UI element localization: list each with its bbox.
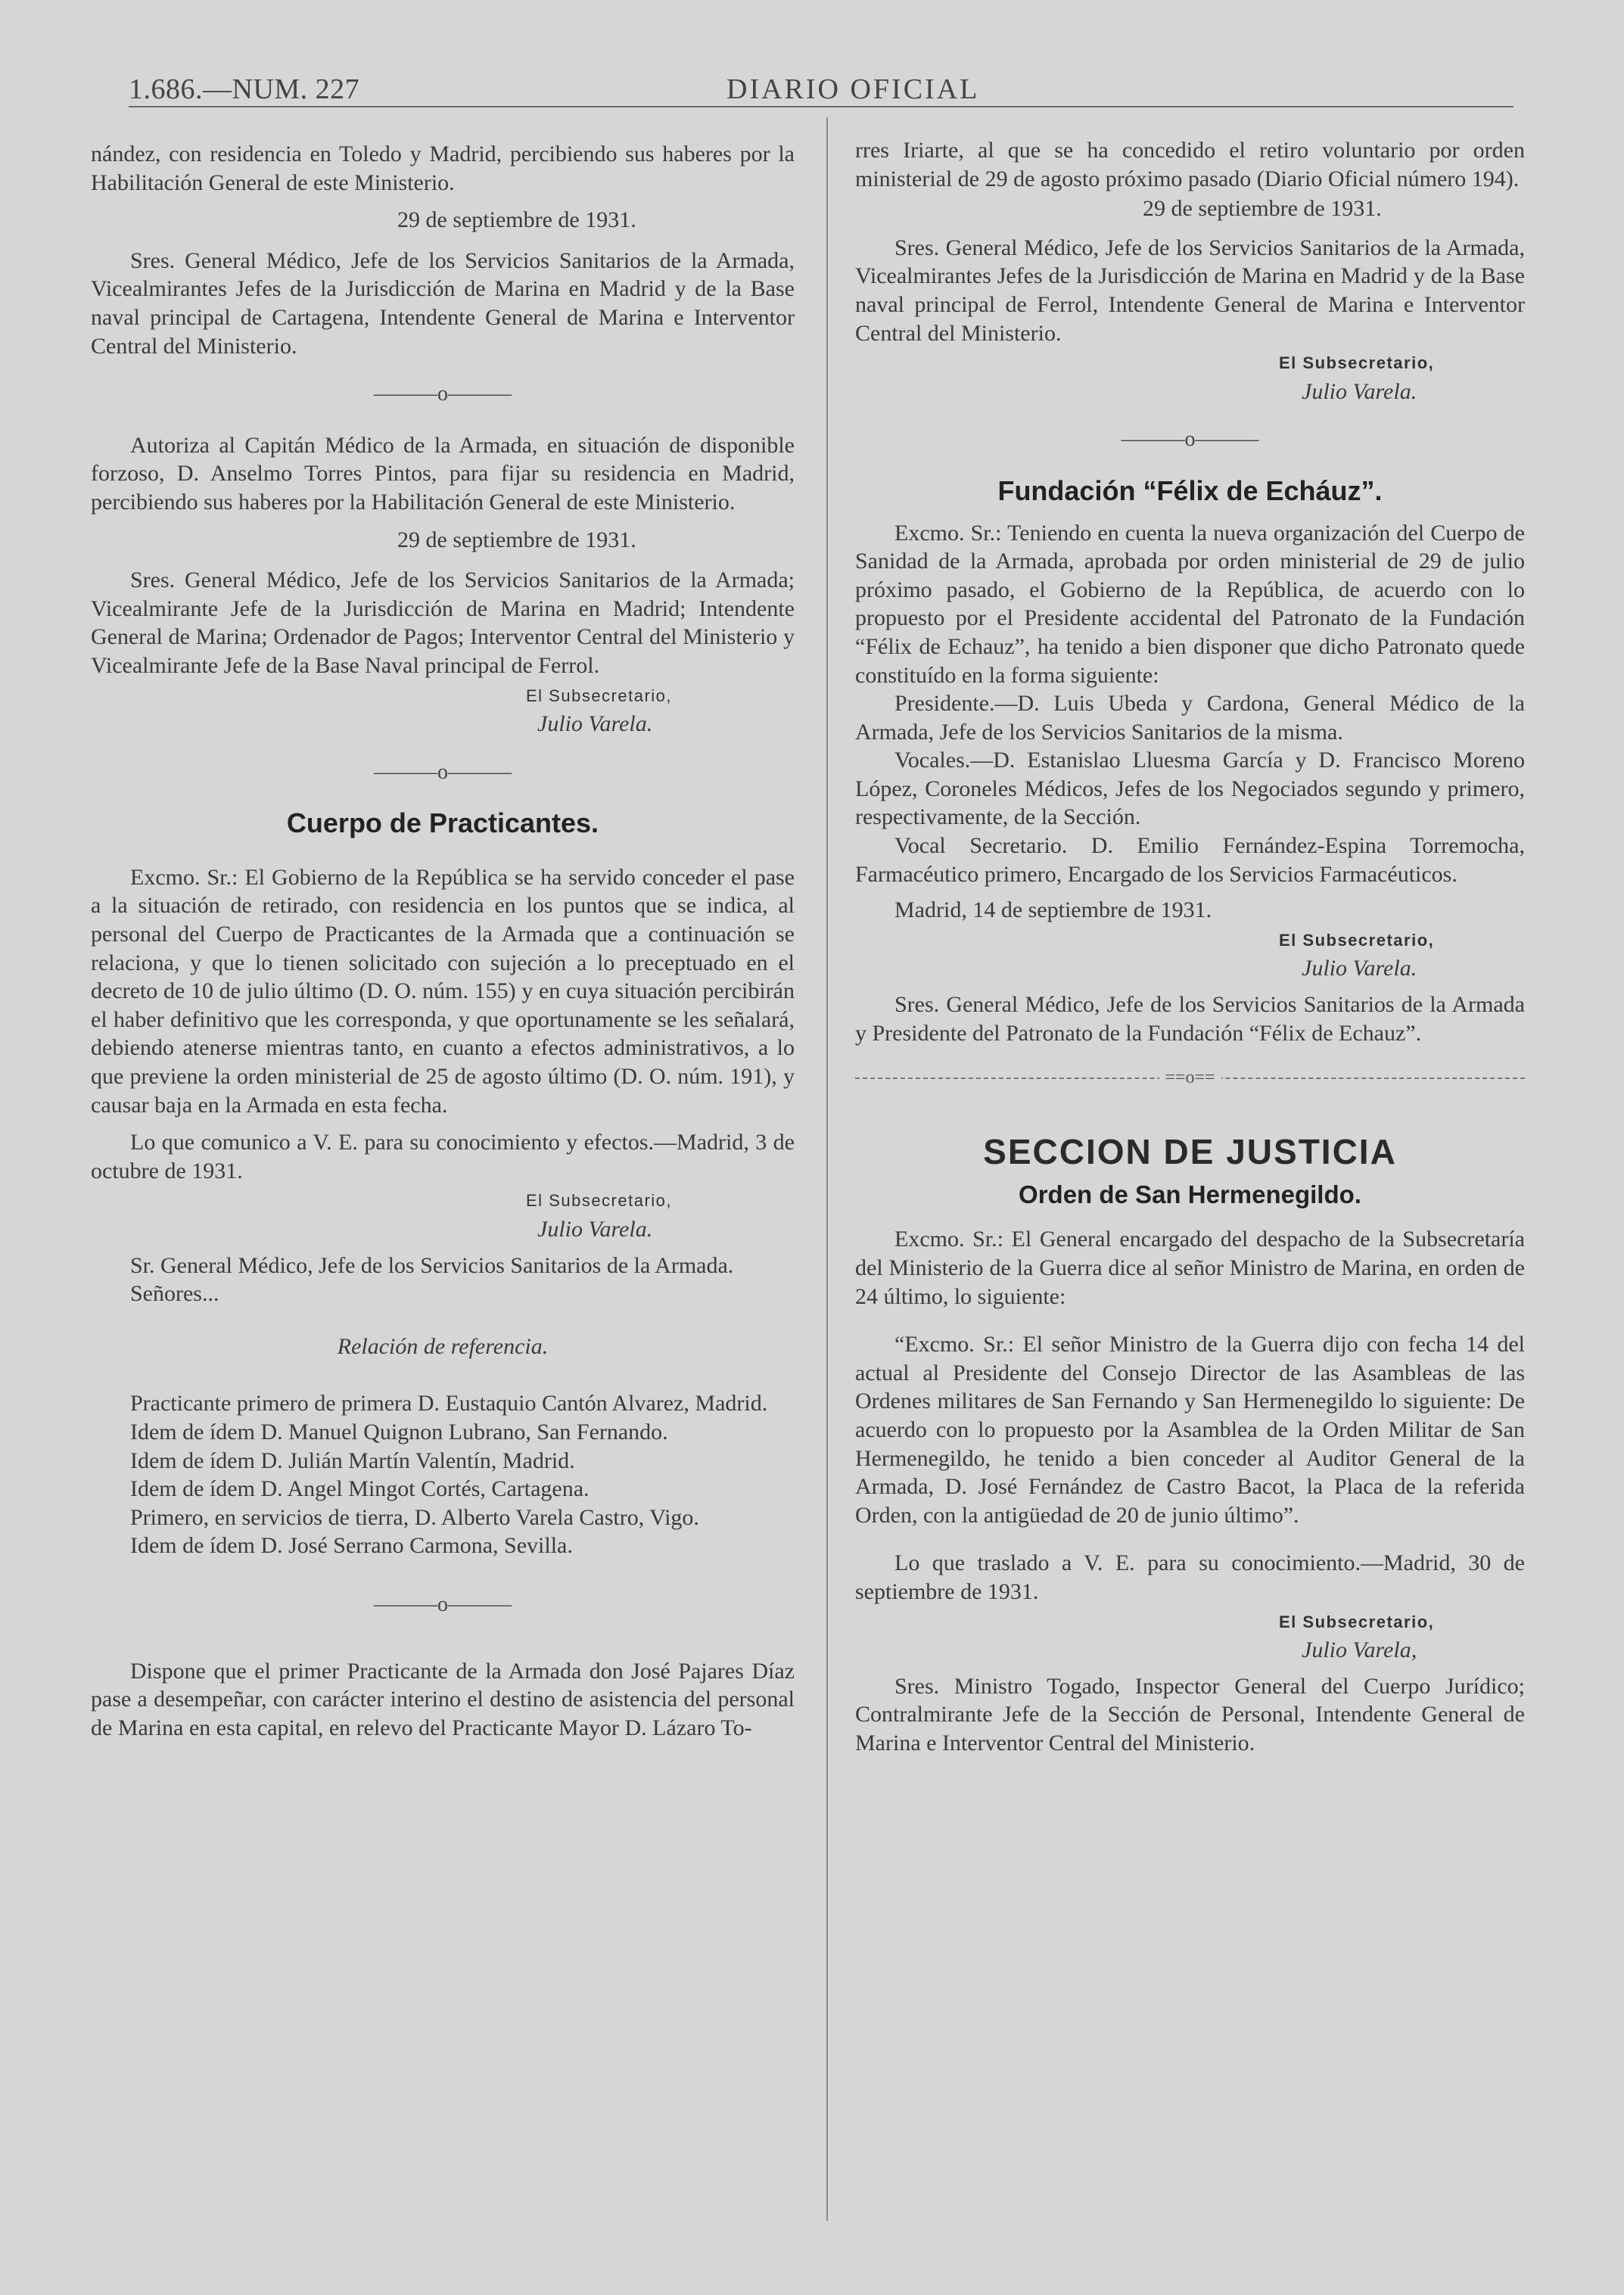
addressees-paragraph: Sres. General Médico, Jefe de los Servicios Sanitarios de la Armada, Vicealmirantes Jefes de la Jurisdicción de Marina en Madrid y de la Base naval principal de Ferrol, Intendente General de Marina e Interventor Central del Ministerio. [855,235,1525,346]
page-header [129,73,1514,110]
date-line: 29 de septiembre de 1931. [397,527,636,552]
relacion-list [91,1389,795,1560]
page-number: 1.686.—NUM. 227 [129,73,360,105]
date-line: 29 de septiembre de 1931. [397,207,636,233]
quoted-paragraph: “Excmo. Sr.: El señor Ministro de la Guerra dijo con fecha 14 del actual al Presidente del Consejo Director de las Asambleas de las Ordenes militares de San Fernando y San Hermenegildo lo siguiente: De acuerdo con lo propuesto por la Asamblea de la Orden Militar de San Hermenegildo, he tenido a bien conceder al Auditor General de la Armada, D. José Fernández de Castro Bacot, la Placa de la referida Orden, con la antigüedad de 20 de junio último”. [855,1332,1525,1528]
madrid-date: Madrid, 14 de septiembre de 1931. [894,897,1212,923]
signature-name: Julio Varela. [1302,378,1417,404]
date-line: 29 de septiembre de 1931. [1143,196,1382,222]
signature-name: Julio Varela. [1302,956,1417,981]
list-item: Idem de ídem D. José Serrano Carmona, Sevilla. [130,1533,573,1559]
list-item: Primero, en servicios de tierra, D. Alberto Varela Castro, Vigo. [130,1504,699,1530]
addressees-paragraph: Sres. General Médico, Jefe de los Servicios Sanitarios de la Armada y Presidente del Patronato de la Fundación “Félix de Echauz”. [855,992,1525,1046]
autoriza-paragraph: Autoriza al Capitán Médico de la Armada, en situación de disponible forzoso, D. Anselmo Torres Pintos, para fijar su residencia en Madrid, percibiendo sus haberes por la Habilitación General de este Ministerio. [91,432,795,515]
section-heading-fundacion: Fundación “Félix de Echáuz”. [997,474,1383,506]
journal-title: DIARIO OFICIAL [726,73,980,105]
section-heading-justicia: SECCION DE JUSTICIA [983,1132,1397,1172]
list-item: Idem de ídem D. Angel Mingot Cortés, Cartagena. [130,1476,590,1502]
addressee-paragraph: Sr. General Médico, Jefe de los Servicios Sanitarios de la Armada. [130,1252,734,1278]
presidente-paragraph: Presidente.—D. Luis Ubeda y Cardona, General Médico de la Armada, Jefe de los Servicios Sanitarios de la misma. [855,691,1525,745]
traslado-paragraph: Lo que traslado a V. E. para su conocimiento.—Madrid, 30 de septiembre de 1931. [855,1550,1525,1604]
dispone-paragraph: Dispone que el primer Practicante de la Armada don José Pajares Díaz pase a desempeñar, con carácter interino el destino de asistencia del personal de Marina en esta capital, en relevo del Practicante Mayor D. Lázaro To- [91,1658,795,1740]
list-item: Idem de ídem D. Manuel Quignon Lubrano, San Fernando. [130,1419,668,1444]
signature-title: El Subsecretario, [526,1191,673,1211]
addressees-paragraph: Sres. Ministro Togado, Inspector General del Cuerpo Jurídico; Contralmirante Jefe de la Sección de Personal, Intendente General de Marina e Interventor Central del Ministerio. [855,1673,1525,1755]
vocal-secretario-paragraph: Vocal Secretario. D. Emilio Fernández-Espina Torremocha, Farmacéutico primero, Encargado de los Servicios Farmacéuticos. [855,833,1525,887]
senores-line: Señores... [130,1281,219,1307]
list-item: Practicante primero de primera D. Eustaquio Cantón Alvarez, Madrid. [130,1391,768,1416]
signature-name: Julio Varela. [537,711,653,737]
column-divider [826,117,828,2221]
separator-mark: ==o== [1159,1064,1221,1093]
continuation-paragraph: rres Iriarte, al que se ha concedido el retiro voluntario por orden ministerial de 29 de agosto próximo pasado (Diario Oficial número 194). [855,138,1525,191]
separator: ———o——— [374,760,512,784]
signature-title: El Subsecretario, [526,686,673,705]
vocales-paragraph: Vocales.—D. Estanislao Lluesma García y D. Francisco Moreno López, Coroneles Médicos, Jefes de los Negociados segundo y primero, respectivamente, de la Sección. [855,748,1525,830]
fundacion-paragraph: Excmo. Sr.: Teniendo en cuenta la nueva organización del Cuerpo de Sanidad de la Armada, aprobada por orden ministerial de 29 de julio próximo pasado, el Gobierno de la República, de acuerdo con lo propuesto por el Presidente accidental del Patronato de la Fundación “Félix de Echauz”, ha tenido a bien disponer que dicho Patronato quede constituído en la forma siguiente: [855,520,1525,688]
separator: ———o——— [1121,428,1259,452]
separator: ———o——— [374,1592,512,1616]
left-column [91,140,795,1742]
relacion-heading: Relación de referencia. [337,1333,549,1359]
signature-name: Julio Varela. [537,1217,653,1242]
section-heading-practicantes: Cuerpo de Practicantes. [286,807,599,839]
signature-title: El Subsecretario, [1279,1612,1435,1631]
continuation-paragraph: nández, con residencia en Toledo y Madrid, percibiendo sus haberes por la Habilitación General de este Ministerio. [91,141,795,195]
comunico-paragraph: Lo que comunico a V. E. para su conocimiento y efectos.—Madrid, 3 de octubre de 1931. [91,1130,795,1183]
addressees-paragraph: Sres. General Médico, Jefe de los Servicios Sanitarios de la Armada, Vicealmirantes Jefes de la Jurisdicción de Marina en Madrid y de la Base naval principal de Cartagena, Intendente General de Marina e Interventor Central del Ministerio. [91,247,795,359]
signature-name: Julio Varela, [1302,1637,1417,1663]
subheading-hermenegildo: Orden de San Hermenegildo. [1019,1180,1361,1208]
header-rule [129,106,1514,107]
practicantes-paragraph: Excmo. Sr.: El Gobierno de la República se ha servido conceder el pase a la situación de retirado, con residencia en los puntos que se indica, al personal del Cuerpo de Practicantes de la Armada que a continuación se relaciona, y que lo tienen solicitado con sujeción a lo preceptuado en el decreto de 10 de julio último (D. O. núm. 155) y en cuya situación percibirán el haber definitivo que les corresponda, y que oportunamente se les señalará, debiendo atenerse mientras tanto, en cuanto a efectos administrativos, a lo que previene la orden ministerial de 25 de agosto último (D. O. núm. 191), y causar baja en la Armada en esta fecha. [91,864,795,1118]
right-column [855,136,1525,1758]
signature-title: El Subsecretario, [1279,353,1435,373]
addressees-paragraph: Sres. General Médico, Jefe de los Servicios Sanitarios de la Armada; Vicealmirante Jefe de la Jurisdicción de Marina en Madrid; Intendente General de Marina; Ordenador de Pagos; Interventor Central del Ministerio y Vicealmirante Jefe de la Base Naval principal de Ferrol. [91,568,795,678]
long-separator [855,1068,1525,1088]
signature-title: El Subsecretario, [1279,930,1435,950]
list-item: Idem de ídem D. Julián Martín Valentín, Madrid. [130,1448,575,1473]
justicia-paragraph: Excmo. Sr.: El General encargado del despacho de la Subsecretaría del Ministerio de la Guerra dice al señor Ministro de Marina, en orden de 24 último, lo siguiente: [855,1227,1525,1309]
separator: ———o——— [374,382,512,406]
